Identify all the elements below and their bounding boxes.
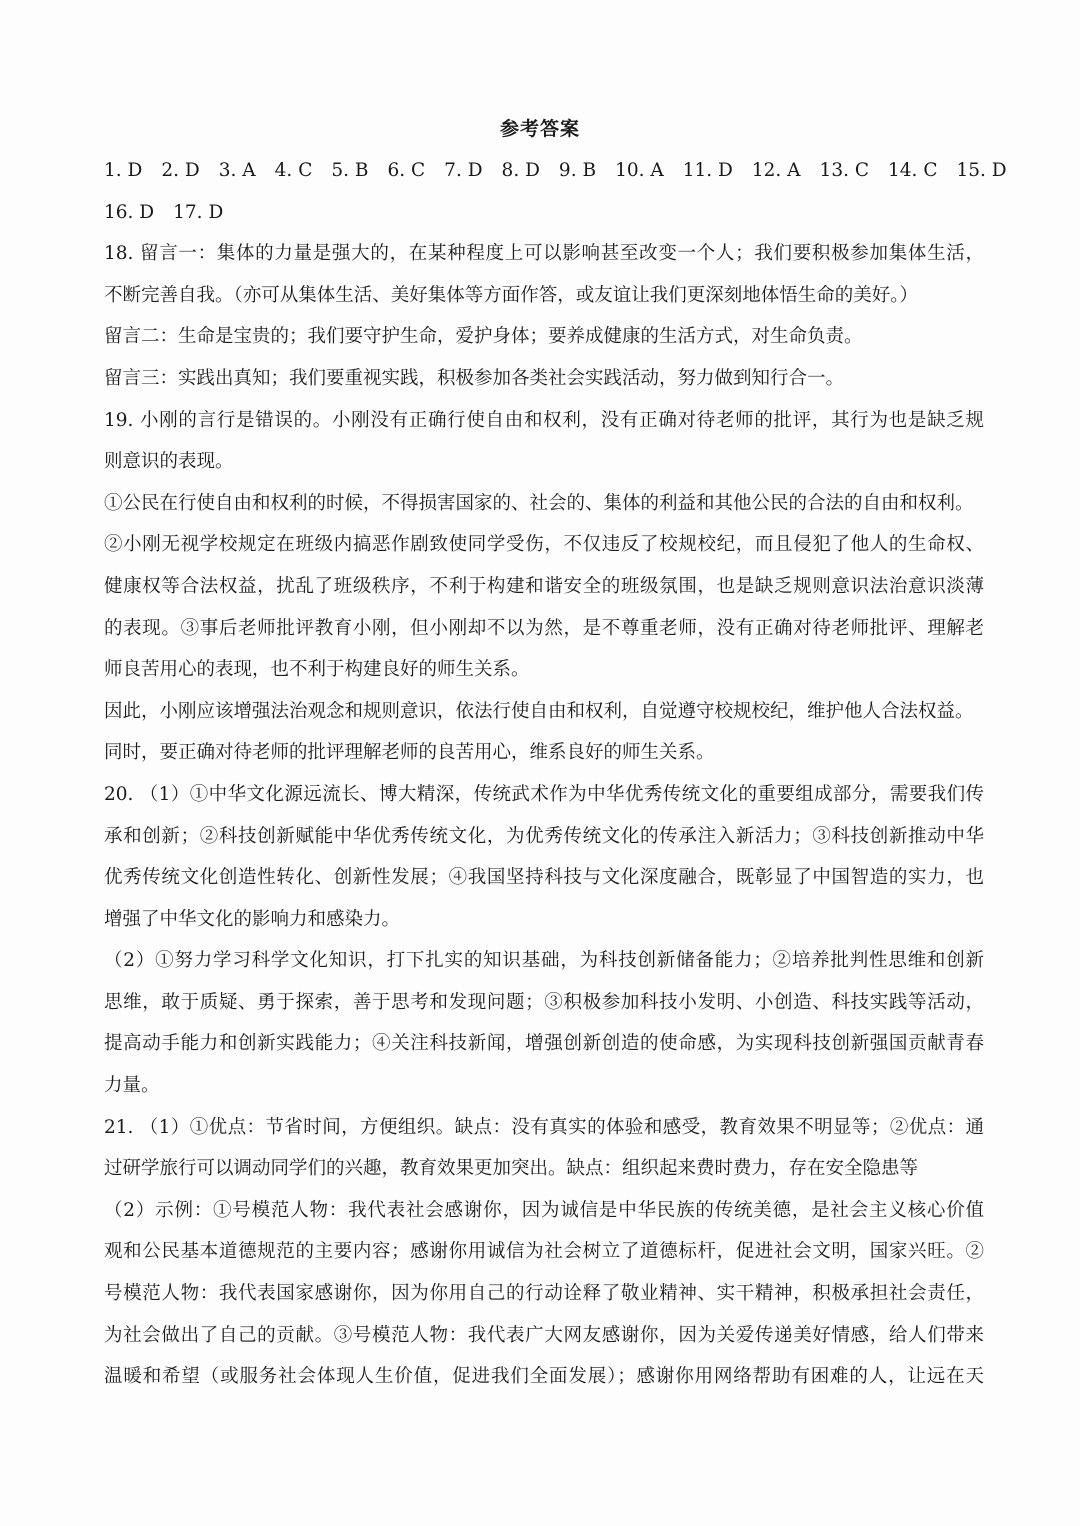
answer-item: 11. D (682, 160, 733, 181)
text-line: （2）示例：①号模范人物：我代表社会感谢你，因为诚信是中华民族的传统美德，是社会主义核心价值 (104, 1199, 984, 1221)
text-line: 留言二：生命是宝贵的；我们要守护生命，爱护身体；要养成健康的生活方式，对生命负责。 (104, 326, 863, 348)
answer-item: 10. A (615, 160, 664, 181)
text-line: 健康权等合法权益，扰乱了班级秩序，不利于构建和谐安全的班级氛围，也是缺乏规则意识法治意识淡薄 (104, 575, 984, 597)
text-line: 不断完善自我。（亦可从集体生活、美好集体等方面作答，或友谊让我们更深刻地体悟生命的美好。） (104, 284, 919, 306)
text-line: （2）①努力学习科学文化知识，打下扎实的知识基础，为科技创新储备能力；②培养批判性思维和创新 (104, 950, 984, 972)
answer-key-row-2 (104, 192, 984, 234)
answer-item: 15. D (956, 160, 1007, 181)
page-title: 参考答案 (499, 118, 580, 140)
answer-item: 8. D (501, 160, 540, 181)
text-line: 观和公民基本道德规范的主要内容；感谢你用诚信为社会树立了道德标杆，促进社会文明，国家兴旺。② (104, 1241, 984, 1263)
answer-item: 6. C (387, 160, 426, 181)
text-line: 为社会做出了自己的贡献。③号模范人物：我代表广大网友感谢你，因为关爱传递美好情感，给人们带来 (104, 1324, 984, 1346)
answer-item: 9. B (558, 160, 597, 181)
answer-content (104, 150, 1007, 1398)
answer-item: 14. C (888, 160, 938, 181)
answer-item: 12. A (751, 160, 801, 181)
text-line: 力量。 (104, 1075, 160, 1097)
text-line: 增强了中华文化的影响力和感染力。 (104, 908, 401, 930)
answer-item: 17. D (173, 201, 224, 223)
answer-item: 7. D (444, 160, 483, 181)
answer-item: 5. B (331, 160, 369, 181)
answer-item: 13. C (819, 160, 870, 181)
text-line: 则意识的表现。 (104, 451, 234, 473)
text-line: 20. （1）①中华文化源远流长、博大精深，传统武术作为中华优秀传统文化的重要组成部分，需要我们传 (104, 783, 984, 805)
text-line: 过研学旅行可以调动同学们的兴趣，教育效果更加突出。缺点：组织起来费时费力，存在安全隐患等 (104, 1158, 919, 1180)
answer-key-row-1 (104, 150, 1007, 192)
answer-item: 2. D (161, 160, 200, 181)
text-line: 因此，小刚应该增强法治观念和规则意识，依法行使自由和权利，自觉遵守校规校纪，维护他人合法权益。 (104, 700, 974, 722)
text-line: 优秀传统文化创造性转化、创新性发展；④我国坚持科技与文化深度融合，既彰显了中国智造的实力，也 (104, 867, 984, 889)
answer-item: 1. D (104, 160, 143, 181)
text-line: 师良苦用心的表现，也不利于构建良好的师生关系。 (104, 659, 530, 681)
text-line: 21. （1）①优点：节省时间，方便组织。缺点：没有真实的体验和感受，教育效果不明显等；②优点：通 (104, 1116, 984, 1138)
text-line: 提高动手能力和创新实践能力；④关注科技新闻，增强创新创造的使命感，为实现科技创新强国贡献青春 (104, 1033, 984, 1055)
answer-item: 16. D (104, 201, 155, 223)
text-line: ②小刚无视学校规定在班级内搞恶作剧致使同学受伤，不仅违反了校规校纪，而且侵犯了他人的生命权、 (104, 534, 984, 556)
text-line: 承和创新；②科技创新赋能中华优秀传统文化，为优秀传统文化的传承注入新活力；③科技创新推动中华 (104, 825, 984, 847)
text-line: 18. 留言一：集体的力量是强大的，在某种程度上可以影响甚至改变一个人；我们要积极参加集体生活， (104, 243, 984, 265)
answer-item: 4. C (274, 160, 313, 181)
text-line: 号模范人物：我代表国家感谢你，因为你用自己的行动诠释了敬业精神、实干精神，积极承担社会责任， (104, 1283, 984, 1305)
answer-item: 3. A (218, 160, 256, 181)
text-line: 思维，敢于质疑、勇于探索，善于思考和发现问题；③积极参加科技小发明、小创造、科技实践等活动， (104, 991, 984, 1013)
text-line: 留言三：实践出真知；我们要重视实践，积极参加各类社会实践活动，努力做到知行合一。 (104, 367, 845, 389)
text-line: 的表现。③事后老师批评教育小刚，但小刚却不以为然，是不尊重老师，没有正确对待老师批评、理解老 (104, 617, 984, 639)
text-line: 同时，要正确对待老师的批评理解老师的良苦用心，维系良好的师生关系。 (104, 742, 715, 764)
text-line: 19. 小刚的言行是错误的。小刚没有正确行使自由和权利，没有正确对待老师的批评，其行为也是缺乏规 (104, 409, 984, 431)
text-line: ①公民在行使自由和权利的时候，不得损害国家的、社会的、集体的利益和其他公民的合法的自由和权利。 (104, 492, 974, 514)
text-line: 温暖和希望（或服务社会体现人生价值，促进我们全面发展）；感谢你用网络帮助有困难的人，让远在天 (104, 1366, 984, 1388)
